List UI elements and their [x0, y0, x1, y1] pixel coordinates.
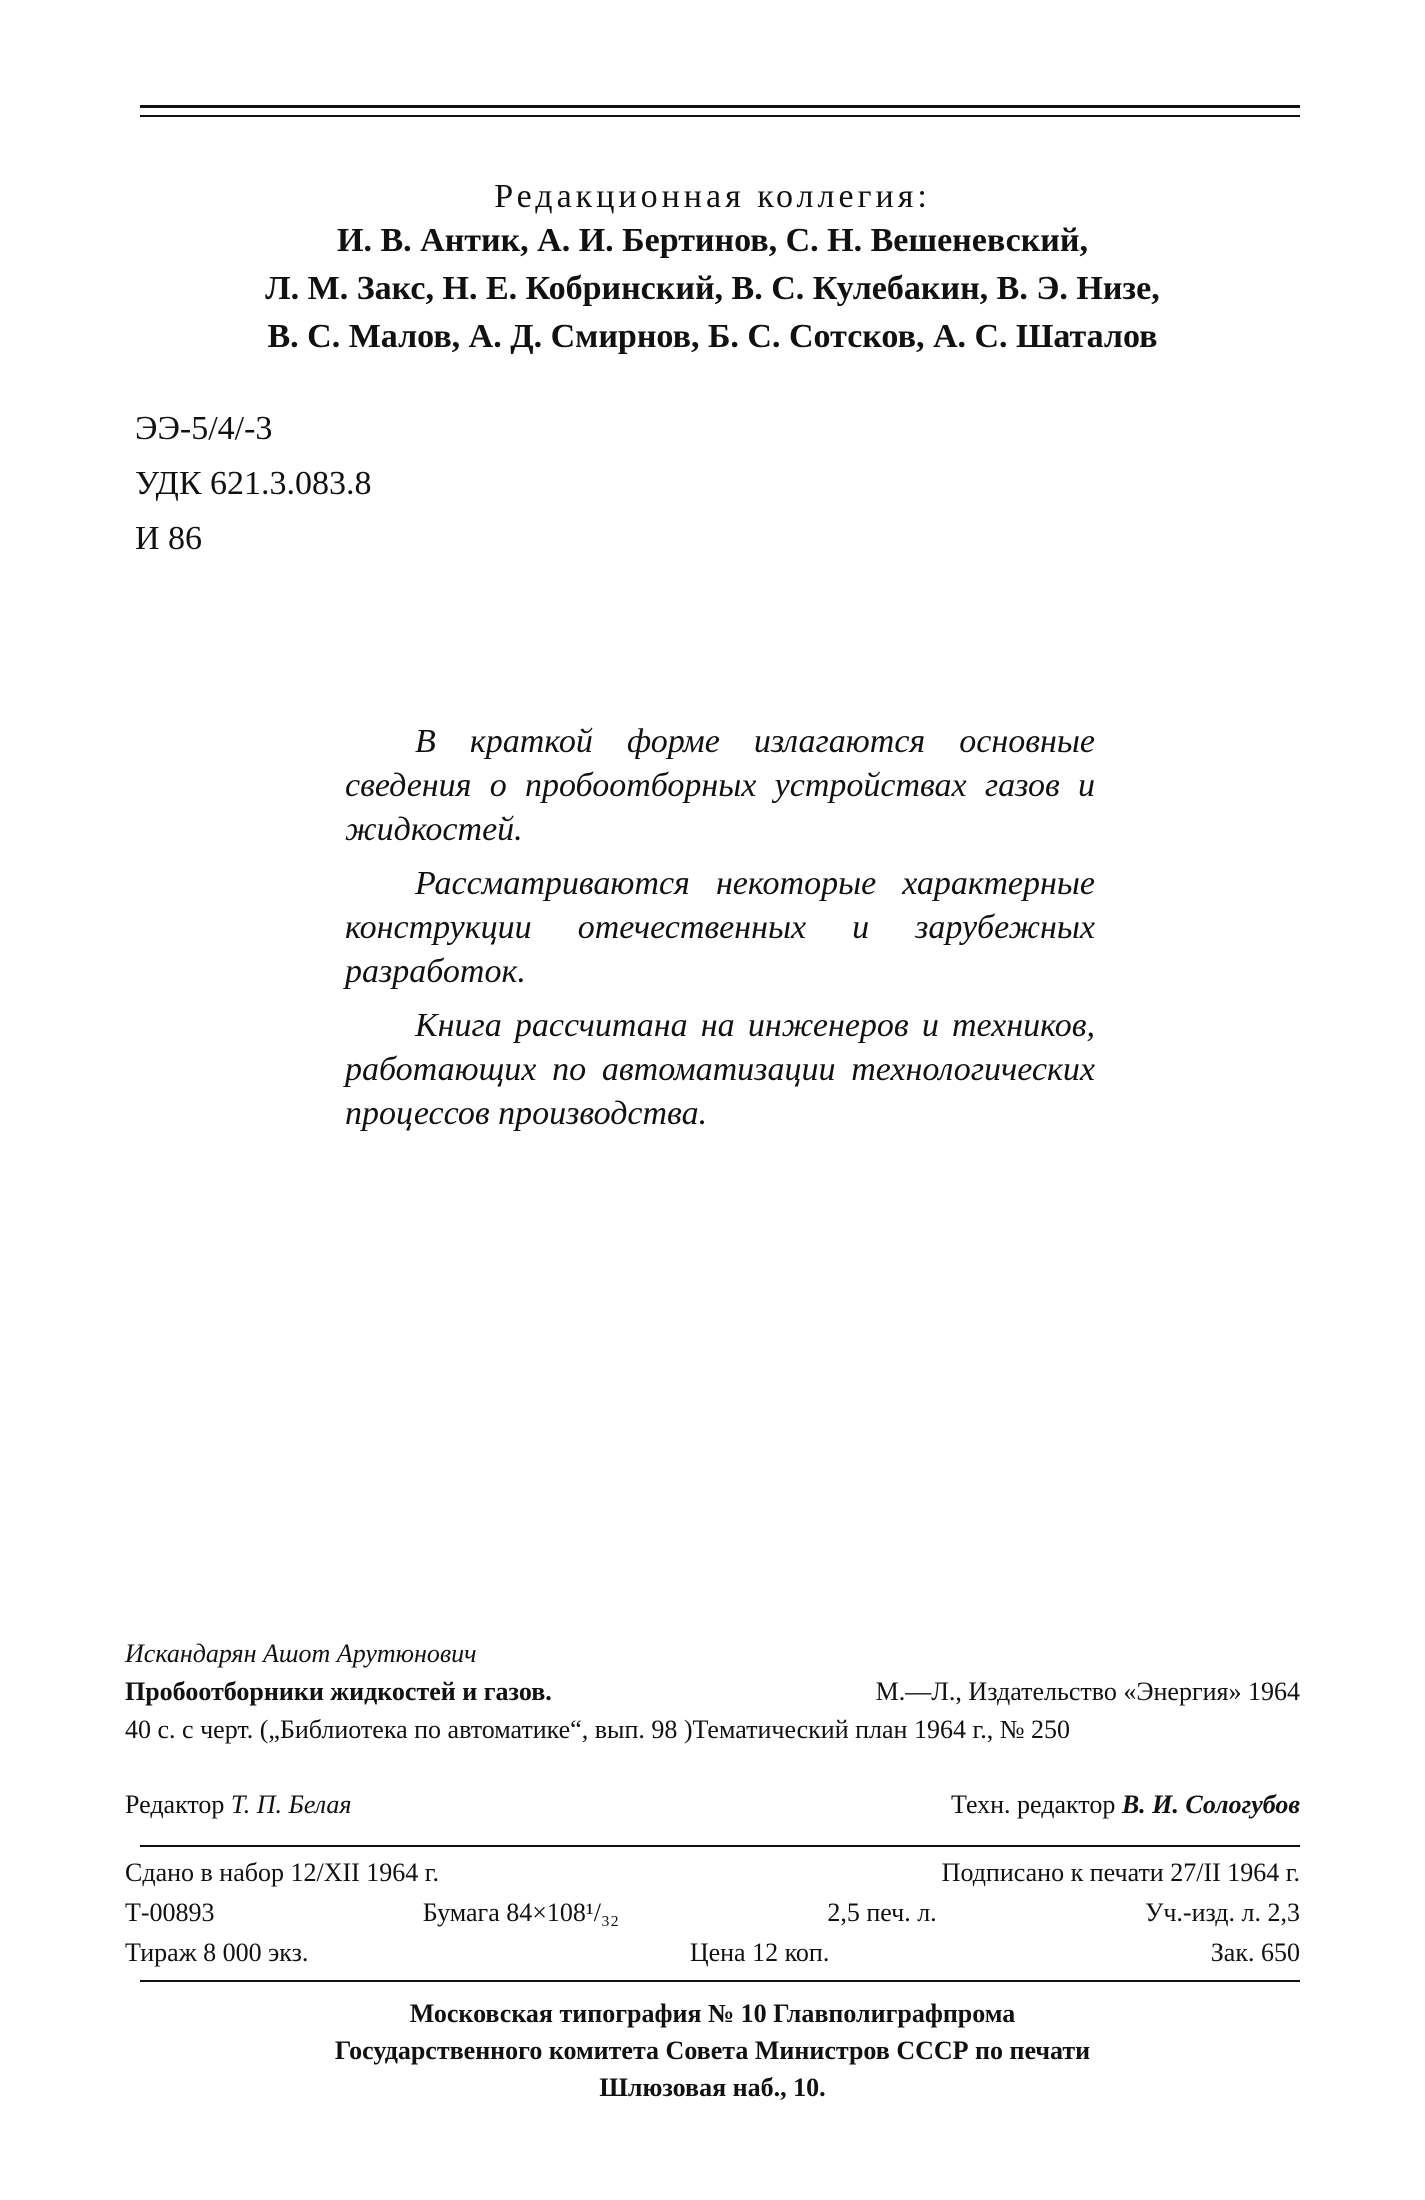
classification-code: ЭЭ-5/4/-3: [135, 410, 273, 447]
abstract-paragraph-1: В краткой форме излагаются основные сведения о пробоотборных устройствах газов и жидкостей.: [345, 723, 1095, 848]
typeset-date: Сдано в набор 12/XII 1964 г.: [125, 1858, 440, 1887]
print-info-top-rule: [140, 1845, 1300, 1847]
price: Цена 12 коп.: [689, 1938, 830, 1967]
print-info-bottom-rule: [140, 1980, 1300, 1982]
publisher-sheets: Уч.-изд. л. 2,3: [1144, 1898, 1300, 1927]
editor-label: Редактор: [125, 1790, 225, 1819]
board-line-2: Л. М. Закс, Н. Е. Кобринский, В. С. Кулебакин, В. Э. Низе,: [265, 270, 1160, 307]
board-title: Редакционная коллегия:: [494, 178, 931, 215]
abstract-paragraph-3: Книга рассчитана на инженеров и техников, работающих по автоматизации технологических процессов производства.: [345, 1007, 1095, 1132]
print-info-row-3: [125, 1938, 1300, 1968]
signed-date: Подписано к печати 27/II 1964 г.: [941, 1858, 1300, 1887]
top-rule-1: [140, 105, 1300, 108]
top-rule-2: [140, 115, 1300, 117]
abstract: [345, 720, 1095, 1146]
license-number: Т-00893: [125, 1898, 215, 1927]
paper-format: Бумага 84×108¹/₃₂: [422, 1898, 620, 1927]
imprint-line-3: Шлюзовая наб., 10.: [599, 2073, 826, 2102]
order-number: Зак. 650: [1210, 1938, 1300, 1967]
tech-editor-label: Техн. редактор: [951, 1790, 1116, 1819]
book-title-line: [125, 1673, 1300, 1711]
print-info-row-1: [125, 1858, 1300, 1888]
board-line-1: И. В. Антик, А. И. Бертинов, С. Н. Вешеневский,: [337, 222, 1088, 259]
tech-editor-name: В. И. Сологубов: [1121, 1790, 1300, 1819]
print-run: Тираж 8 000 экз.: [125, 1938, 309, 1967]
imprint-line-1: Московская типография № 10 Главполиграфпрома: [409, 1999, 1016, 2028]
bibliographic-record: [125, 1635, 1300, 1749]
board-line-3: В. С. Малов, А. Д. Смирнов, Б. С. Сотсков, А. С. Шаталов: [267, 318, 1158, 355]
author-mark: И 86: [135, 520, 203, 557]
book-author: Искандарян Ашот Арутюнович: [125, 1639, 477, 1668]
editors-row: [125, 1790, 1300, 1820]
book-publisher: М.—Л., Издательство «Энергия» 1964: [875, 1677, 1300, 1706]
print-info-row-2: [125, 1898, 1300, 1928]
editor-name: Т. П. Белая: [230, 1790, 352, 1819]
printer-imprint: [0, 1995, 1425, 2106]
abstract-paragraph-2: Рассматриваются некоторые характерные конструкции отечественных и зарубежных разработок.: [345, 865, 1095, 990]
book-pagination: 40 с. с черт. („Библиотека по автоматике“, вып. 98 )Тематический план 1964 г., № 250: [125, 1715, 1071, 1744]
book-title: Пробоотборники жидкостей и газов.: [125, 1677, 552, 1706]
imprint-line-2: Государственного комитета Совета Министров СССР по печати: [334, 2036, 1091, 2065]
printed-sheets: 2,5 печ. л.: [827, 1898, 937, 1927]
udc-code: УДК 621.3.083.8: [135, 465, 372, 502]
